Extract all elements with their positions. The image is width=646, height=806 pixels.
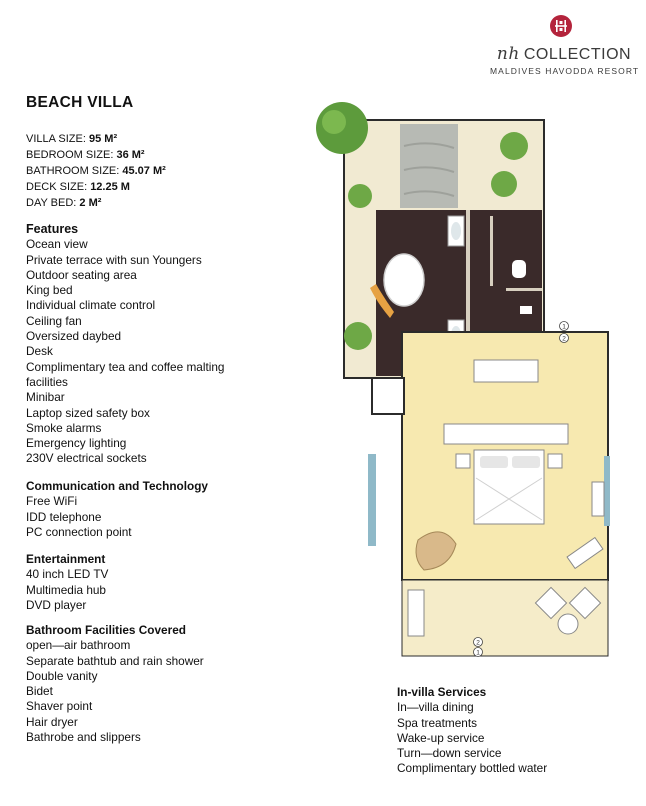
list-item: Shaver point	[26, 699, 93, 714]
size-label: DECK SIZE:	[26, 181, 91, 193]
shrub-icon	[344, 322, 372, 350]
section-heading: Features	[26, 222, 79, 236]
list-item: Double vanity	[26, 668, 98, 683]
desk-icon	[592, 482, 604, 516]
list-item: Laptop sized safety box	[26, 405, 150, 420]
sun-lounger-icon	[408, 590, 424, 636]
size-row	[26, 195, 166, 211]
headboard	[444, 424, 568, 444]
size-label: BEDROOM SIZE:	[26, 149, 117, 161]
nh-collection-logo-icon	[549, 14, 573, 38]
list-item: Hair dryer	[26, 714, 78, 729]
wc-partition	[506, 288, 542, 291]
list-item: Private terrace with sun Youngers	[26, 252, 202, 267]
size-label: VILLA SIZE:	[26, 133, 89, 145]
list-item: Outdoor seating area	[26, 267, 137, 282]
features-section	[26, 222, 224, 467]
closet	[474, 360, 538, 382]
bidet-icon	[520, 306, 532, 314]
section-marker-label: 1	[476, 649, 480, 657]
size-value: 36 M²	[116, 149, 145, 161]
brand-logo	[490, 14, 638, 80]
section-heading: Bathroom Facilities Covered	[26, 623, 186, 637]
list-item: DVD player	[26, 597, 87, 612]
palm-tree-highlight	[322, 110, 346, 134]
size-label: DAY BED:	[26, 197, 80, 209]
list-item: facilities	[26, 374, 68, 389]
bathtub-icon	[384, 254, 424, 306]
list-item: Ceiling fan	[26, 313, 82, 328]
brand-wordmark: COLLECTION	[523, 46, 632, 63]
list-item: Turn—down service	[397, 746, 502, 761]
section-marker-label: 2	[476, 639, 480, 647]
list-item: Complimentary tea and coffee malting	[26, 359, 225, 374]
list-item: IDD telephone	[26, 509, 102, 524]
shower-screen	[490, 216, 493, 286]
list-item: Bathrobe and slippers	[26, 730, 141, 745]
nightstand-icon	[456, 454, 470, 468]
shrub-icon	[348, 184, 372, 208]
villa-sizes	[26, 131, 166, 211]
size-value: 45.07 M²	[122, 165, 166, 177]
list-item: Smoke alarms	[26, 420, 102, 435]
section-marker-label: 2	[562, 335, 566, 343]
list-item: Emergency lighting	[26, 436, 127, 451]
list-item: Complimentary bottled water	[397, 761, 548, 776]
size-value: 95 M²	[88, 133, 118, 145]
size-row	[26, 147, 166, 163]
size-row	[26, 131, 166, 147]
list-item: Separate bathtub and rain shower	[26, 653, 204, 668]
list-item: Wake-up service	[397, 730, 485, 745]
page-title: BEACH VILLA	[26, 94, 134, 111]
section-heading: In-villa Services	[397, 685, 487, 699]
list-item: In—villa dining	[397, 700, 474, 715]
brand-subtitle: MALDIVES HAVODDA RESORT	[490, 66, 640, 76]
section-heading: Communication and Technology	[26, 479, 208, 493]
size-label: BATHROOM SIZE:	[26, 165, 123, 177]
pillow-icon	[480, 456, 508, 468]
size-row	[26, 179, 166, 195]
brand-mark: nh	[496, 44, 520, 64]
size-value: 2 M²	[79, 197, 102, 209]
list-item: 40 inch LED TV	[26, 567, 109, 582]
list-item: open—air bathroom	[26, 638, 131, 653]
list-item: Oversized daybed	[26, 329, 122, 344]
list-item: Desk	[26, 344, 53, 359]
list-item: Free WiFi	[26, 494, 78, 509]
window-right	[604, 456, 610, 526]
size-row	[26, 163, 166, 179]
villa-floor-plan	[314, 98, 622, 660]
side-table-icon	[558, 614, 578, 634]
size-value: 12.25 M	[90, 181, 130, 193]
list-item: Minibar	[26, 390, 65, 405]
sink-top-icon	[451, 222, 461, 240]
bathroom-section	[26, 623, 204, 745]
shrub-icon	[491, 171, 517, 197]
entry-block	[372, 378, 404, 414]
toilet-icon	[512, 260, 526, 278]
shrub-icon	[500, 132, 528, 160]
list-item: Ocean view	[26, 237, 88, 252]
list-item: King bed	[26, 283, 73, 298]
pillow-icon	[512, 456, 540, 468]
list-item: Spa treatments	[397, 715, 477, 730]
window-left	[368, 454, 376, 546]
entertainment-section	[26, 552, 108, 613]
section-marker-label: 1	[562, 323, 566, 331]
list-item: 230V electrical sockets	[26, 451, 147, 466]
list-item: Bidet	[26, 684, 53, 699]
deck-floor	[402, 580, 608, 656]
list-item: Multimedia hub	[26, 582, 106, 597]
section-heading: Entertainment	[26, 552, 106, 566]
in-villa-services-section	[397, 685, 547, 777]
communication-section	[26, 479, 208, 540]
brand-name	[490, 44, 638, 64]
list-item: Individual climate control	[26, 298, 156, 313]
list-item: PC connection point	[26, 524, 132, 539]
nightstand-icon	[548, 454, 562, 468]
